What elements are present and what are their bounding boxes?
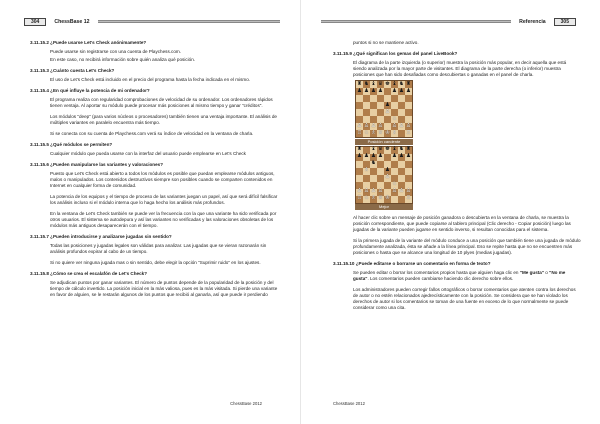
paragraph: En la ventana de Let's Check también se puede ver la frecuencia con la que una variante ha sido verificada por otros usuarios. El sistema se autodepura y así las variantes no verificadas y las valoraciones obsoletas de los módulos más antiguos desaparecerán con el tiempo. bbox=[50, 211, 277, 228]
board-square bbox=[370, 123, 377, 130]
chess-piece-icon: ♟ bbox=[378, 87, 383, 94]
board-square bbox=[391, 168, 398, 175]
board-square bbox=[384, 123, 391, 130]
chess-piece-icon: ♞ bbox=[371, 160, 376, 167]
paragraph: Puesto que Let's Check está abierto a todos los módulos es posible que puedan emplearse módulos antiguos, malos o manipulados. Los contenidos destructivos siempre son posibles cuando se comparten contenidos en Internet en cualquier forma de comunidad. bbox=[50, 171, 275, 188]
chess-piece-icon: ♙ bbox=[406, 122, 411, 129]
chess-piece-icon: ♙ bbox=[371, 122, 376, 129]
board-square bbox=[391, 123, 398, 130]
chess-piece-icon: ♟ bbox=[399, 87, 404, 94]
chess-piece-icon: ♙ bbox=[392, 188, 397, 195]
page-number: 304 bbox=[24, 18, 46, 26]
chess-piece-icon: ♟ bbox=[385, 167, 390, 174]
chess-piece-icon: ♛ bbox=[378, 80, 383, 87]
board-square bbox=[384, 102, 391, 109]
paragraph: Los administradores pueden corregir fallos ortográficos o borrar comentarios que atenten contra los derechos de autor o no estén relacionados ajedrecísticamente con la posición. Se considera que se han violado los derechos de autor si los comentarios se toman de una fuente en exceso de lo que normalmente se puede considerar como una cita. bbox=[353, 287, 576, 310]
chess-piece-icon: ♞ bbox=[364, 80, 369, 87]
board-square bbox=[377, 123, 384, 130]
board-square bbox=[384, 130, 391, 137]
board-square bbox=[405, 95, 412, 102]
board-square bbox=[377, 81, 384, 88]
board-square bbox=[377, 116, 384, 123]
chess-piece-icon: ♟ bbox=[406, 153, 411, 160]
board-square bbox=[370, 95, 377, 102]
chess-piece-icon: ♟ bbox=[357, 87, 362, 94]
board-square bbox=[356, 88, 363, 95]
chess-piece-icon: ♟ bbox=[357, 153, 362, 160]
paragraph: Puede usarse sin registrarse con una cuenta de Playchess.com. bbox=[50, 49, 181, 54]
board-square bbox=[363, 130, 370, 137]
header-rule bbox=[98, 20, 280, 23]
chess-piece-icon: ♔ bbox=[385, 129, 390, 136]
board-square bbox=[405, 116, 412, 123]
chess-piece-icon: ♖ bbox=[406, 195, 411, 202]
paragraph: Si se conecta con su cuenta de Playchess.com verá su índice de velocidad en la ventana de charla. bbox=[50, 131, 254, 136]
chess-piece-icon: ♙ bbox=[371, 188, 376, 195]
chess-piece-icon: ♚ bbox=[385, 80, 390, 87]
board-square bbox=[356, 130, 363, 137]
chess-piece-icon: ♟ bbox=[385, 101, 390, 108]
board-square bbox=[405, 168, 412, 175]
chess-piece-icon: ♔ bbox=[385, 195, 390, 202]
board-square bbox=[405, 154, 412, 161]
board-square bbox=[398, 130, 405, 137]
chess-piece-icon: ♙ bbox=[385, 174, 390, 181]
board-square bbox=[370, 196, 377, 203]
board-square bbox=[384, 154, 391, 161]
board-square bbox=[384, 116, 391, 123]
header-title: ChessBase 12 bbox=[54, 18, 90, 25]
board-square bbox=[391, 161, 398, 168]
section-heading: 3.11.15.8 ¿Cómo se crea el escalafón de Let's Check? bbox=[30, 271, 148, 276]
section-heading: 3.11.15.10 ¿Puede editarse o borrarse un comentario en forma de texto? bbox=[333, 261, 491, 266]
board-square bbox=[391, 130, 398, 137]
board-square bbox=[391, 154, 398, 161]
board-square bbox=[377, 88, 384, 95]
board-square bbox=[370, 116, 377, 123]
board-square bbox=[370, 161, 377, 168]
chess-piece-icon: ♞ bbox=[399, 80, 404, 87]
board-square bbox=[356, 81, 363, 88]
chess-piece-icon: ♗ bbox=[392, 129, 397, 136]
header-rule bbox=[321, 20, 511, 23]
board-square bbox=[377, 130, 384, 137]
chess-piece-icon: ♚ bbox=[385, 146, 390, 153]
board-square bbox=[363, 196, 370, 203]
board-square bbox=[405, 161, 412, 168]
dislike-label: "No me gusta" bbox=[353, 270, 566, 281]
board-square bbox=[391, 95, 398, 102]
chess-piece-icon: ♘ bbox=[392, 181, 397, 188]
board-square bbox=[363, 154, 370, 161]
chess-piece-icon: ♟ bbox=[406, 87, 411, 94]
chess-piece-icon: ♙ bbox=[399, 188, 404, 195]
paragraph-text: o bbox=[544, 270, 550, 275]
chess-piece-icon: ♜ bbox=[357, 146, 362, 153]
board-square bbox=[398, 116, 405, 123]
chess-piece-icon: ♙ bbox=[364, 188, 369, 195]
board-square bbox=[356, 116, 363, 123]
chess-piece-icon: ♙ bbox=[364, 122, 369, 129]
chess-piece-icon: ♝ bbox=[392, 146, 397, 153]
chess-piece-icon: ♗ bbox=[371, 129, 376, 136]
paragraph: Todas las posiciones y jugadas legales son válidas para analizar. Las jugadas que se vieran razonarán sin análisis profundos expirar al cabo de un tiempo. bbox=[50, 243, 267, 254]
board-square bbox=[398, 175, 405, 182]
chess-piece-icon: ♟ bbox=[371, 153, 376, 160]
section-heading: 3.11.15.2 ¿Puede usarse Let's Check anónimamente? bbox=[30, 40, 147, 45]
chess-piece-icon: ♜ bbox=[406, 146, 411, 153]
board-square bbox=[363, 123, 370, 130]
board-square bbox=[398, 123, 405, 130]
board-square bbox=[405, 123, 412, 130]
board-square bbox=[363, 81, 370, 88]
section-heading: 3.11.15.9 ¿Qué significan los gemas del panel LiveBook? bbox=[333, 51, 458, 56]
chess-piece-icon: ♘ bbox=[392, 115, 397, 122]
page-footer: ChessBase 2012 bbox=[333, 401, 365, 406]
board-square bbox=[356, 109, 363, 116]
board-square bbox=[363, 168, 370, 175]
header-title: Referencia bbox=[519, 18, 546, 25]
paragraph-text: Se pueden editar o borrar los comentarios propios hasta que alguien haga clic en bbox=[353, 270, 520, 275]
chess-piece-icon: ♖ bbox=[406, 129, 411, 136]
paragraph: La potencia de los equipos y el tiempo de proceso de las variantes juegan un papel, así que será difícil falsificar los análisis incluso si el módulo interna que lo haga hecho los análisis más profundos. bbox=[50, 194, 278, 205]
livebook-figure bbox=[355, 80, 413, 210]
chess-piece-icon: ♛ bbox=[378, 146, 383, 153]
board-square bbox=[370, 109, 377, 116]
chess-piece-icon: ♞ bbox=[399, 146, 404, 153]
board-square bbox=[398, 189, 405, 196]
paragraph: El programa realiza con regularidad comprobaciones de velocidad de su ordenador. Los ordenadores rápidos tienen ventaja. Al aportar su módulo puede procesar más posiciones al mismo tiempo y ganar "créditos". bbox=[50, 97, 273, 108]
board-square bbox=[398, 161, 405, 168]
board-square bbox=[398, 95, 405, 102]
board-square bbox=[405, 88, 412, 95]
board-square bbox=[398, 109, 405, 116]
chess-piece-icon: ♖ bbox=[357, 129, 362, 136]
board-square bbox=[356, 154, 363, 161]
board-square bbox=[370, 102, 377, 109]
chess-piece-icon: ♟ bbox=[371, 87, 376, 94]
board-square bbox=[391, 102, 398, 109]
chess-piece-icon: ♙ bbox=[406, 188, 411, 195]
board-square bbox=[377, 109, 384, 116]
right-page-header bbox=[321, 17, 576, 26]
board-square bbox=[356, 102, 363, 109]
board-square bbox=[405, 81, 412, 88]
chess-piece-icon: ♗ bbox=[371, 195, 376, 202]
board-square bbox=[405, 109, 412, 116]
chess-piece-icon: ♕ bbox=[378, 129, 383, 136]
right-page-content bbox=[333, 40, 581, 316]
chess-piece-icon: ♟ bbox=[378, 153, 383, 160]
paragraph: Cualquier módulo que pueda usarse con la interfaz del usuario puede emplearse en Let's Check bbox=[50, 151, 246, 156]
board-square bbox=[363, 175, 370, 182]
board-square bbox=[363, 109, 370, 116]
chess-piece-icon: ♝ bbox=[371, 80, 376, 87]
board-square bbox=[377, 95, 384, 102]
board-square bbox=[405, 175, 412, 182]
chess-piece-icon: ♟ bbox=[364, 87, 369, 94]
chess-piece-icon: ♜ bbox=[406, 80, 411, 87]
paragraph: Los módulos "deep" (para varios núcleos o procesadores) también tienen una ventaja importante. El análisis de múltiples variantes en paralelo encuentra más tiempo. bbox=[50, 114, 277, 125]
chess-piece-icon: ♜ bbox=[357, 80, 362, 87]
board-square bbox=[377, 196, 384, 203]
board-square bbox=[391, 109, 398, 116]
paragraph: Al hacer clic sobre un mensaje de posición ganadora o descubierta en la ventana de charla, se muestra la posición correspondiente, que puede copiarse al tablero principal (Clic derecho - Copiar posición) luego las jugadas de la variante pueden jugarse en sentido inverso, si resultan conocidas para el sistema. bbox=[353, 215, 571, 232]
board-square bbox=[356, 175, 363, 182]
right-page bbox=[300, 0, 600, 424]
board-square bbox=[377, 168, 384, 175]
board-square bbox=[391, 81, 398, 88]
chess-piece-icon: ♝ bbox=[371, 146, 376, 153]
board-square bbox=[398, 154, 405, 161]
board-square bbox=[398, 196, 405, 203]
chess-piece-icon: ♟ bbox=[364, 153, 369, 160]
chess-piece-icon: ♕ bbox=[378, 195, 383, 202]
section-heading: 3.11.15.3 ¿Cuánto cuesta Let's Check? bbox=[30, 68, 115, 73]
board-square bbox=[384, 196, 391, 203]
paragraph: El uso de Let's Check está incluido en el precio del programa hasta la fecha indicada en el mismo. bbox=[50, 77, 251, 82]
board-square bbox=[384, 109, 391, 116]
board-square bbox=[391, 88, 398, 95]
paragraph bbox=[353, 270, 581, 282]
board-square bbox=[398, 88, 405, 95]
paragraph: En este caso, no recibirá información sobre quién analiza qué posición. bbox=[50, 57, 196, 62]
board-square bbox=[384, 88, 391, 95]
chess-piece-icon: ♟ bbox=[392, 87, 397, 94]
board-square bbox=[363, 102, 370, 109]
section-heading: 3.11.15.5 ¿Qué módulos se permiten? bbox=[30, 142, 113, 147]
board-square bbox=[370, 81, 377, 88]
like-label: "Me gusta" bbox=[519, 270, 545, 275]
page-number: 305 bbox=[554, 18, 576, 26]
board-caption: Mejor bbox=[355, 204, 413, 210]
chess-piece-icon: ♙ bbox=[357, 122, 362, 129]
board-square bbox=[363, 116, 370, 123]
paragraph-text: . Los comentarios pueden cambiarse haciendo clic derecho sobre ellos. bbox=[367, 276, 514, 281]
board-square bbox=[398, 168, 405, 175]
board-square bbox=[377, 102, 384, 109]
chess-piece-icon: ♝ bbox=[392, 80, 397, 87]
page-footer: ChessBase 2012 bbox=[230, 401, 262, 406]
board-square bbox=[363, 88, 370, 95]
chess-piece-icon: ♙ bbox=[385, 108, 390, 115]
chess-piece-icon: ♙ bbox=[399, 122, 404, 129]
board-square bbox=[384, 81, 391, 88]
chess-piece-icon: ♟ bbox=[399, 153, 404, 160]
board-square bbox=[391, 189, 398, 196]
board-square bbox=[377, 154, 384, 161]
board-square bbox=[370, 168, 377, 175]
paragraph: El diagrama de la parte izquierda (o superior) muestra la posición más popular, en decir aquella que está siendo analizada por la mayor parte de visitantes. El diagrama de la parte derecha (o inferior) muestra posiciones que han sido desafiadas como descubiertas o ganadas en el panel de charla. bbox=[353, 60, 567, 77]
board-square bbox=[377, 175, 384, 182]
chess-piece-icon: ♙ bbox=[357, 188, 362, 195]
chess-piece-icon: ♟ bbox=[392, 153, 397, 160]
section-heading: 3.11.15.6 ¿Pueden manipularse las variantes y valoraciones? bbox=[30, 162, 164, 167]
chess-piece-icon: ♘ bbox=[364, 195, 369, 202]
board-square bbox=[384, 95, 391, 102]
board-square bbox=[356, 168, 363, 175]
board-square bbox=[370, 175, 377, 182]
chess-piece-icon: ♘ bbox=[364, 129, 369, 136]
chessboard-best-position bbox=[355, 146, 413, 204]
board-square bbox=[391, 196, 398, 203]
board-square bbox=[384, 147, 391, 154]
board-square bbox=[356, 196, 363, 203]
board-square bbox=[398, 81, 405, 88]
paragraph: Se adjudican puntos por ganar variantes. El número de puntos depende de la popularidad de la posición y del tiempo de cálculo invertido. La posición inicial en la más valiosa, pues es la más visitada. Si pierde una variante en favor de alguien, se le restarán algunos de los puntos que recibió al ganarla, así que puede ir perdiendo bbox=[50, 280, 278, 297]
paragraph: Si la primera jugada de la variante del módulo conduce a una posición que también tiene una jugada de módulo profundamente analizada, ésta se añade a la línea principal. Eso se repite hasta que no se encuentren más posiciones o hasta que se alcance una longitud de 10 plyes (medias jugadas). bbox=[353, 238, 581, 255]
board-square bbox=[363, 95, 370, 102]
board-square bbox=[377, 161, 384, 168]
board-square bbox=[405, 130, 412, 137]
board-square bbox=[356, 95, 363, 102]
chess-piece-icon: ♙ bbox=[392, 122, 397, 129]
left-page-header bbox=[24, 17, 280, 26]
board-square bbox=[370, 130, 377, 137]
board-square bbox=[391, 116, 398, 123]
chess-piece-icon: ♙ bbox=[378, 188, 383, 195]
chessboard-popular-position bbox=[355, 80, 413, 138]
chess-piece-icon: ♗ bbox=[364, 167, 369, 174]
section-heading: 3.11.15.4 ¿En qué influye la potencia de mi ordenador? bbox=[30, 88, 150, 93]
board-caption: Posición candente bbox=[355, 139, 413, 145]
chess-piece-icon: ♙ bbox=[378, 122, 383, 129]
board-square bbox=[405, 196, 412, 203]
left-page-content bbox=[30, 40, 280, 303]
board-square bbox=[356, 161, 363, 168]
board-square bbox=[398, 102, 405, 109]
board-square bbox=[370, 88, 377, 95]
section-heading: 3.11.15.7 ¿Pueden introducirse y analizarse jugadas sin sentido? bbox=[30, 234, 172, 239]
board-square bbox=[384, 182, 391, 189]
paragraph: puntos si no se mantiene activo. bbox=[353, 40, 419, 45]
paragraph: Si no quiere ver ninguna jugada mas o sin sentido, debe elegir la opción "Suprimir ruido" en los ajustes. bbox=[50, 260, 261, 265]
chess-piece-icon: ♖ bbox=[357, 195, 362, 202]
board-square bbox=[384, 175, 391, 182]
board-square bbox=[356, 123, 363, 130]
board-square bbox=[405, 102, 412, 109]
